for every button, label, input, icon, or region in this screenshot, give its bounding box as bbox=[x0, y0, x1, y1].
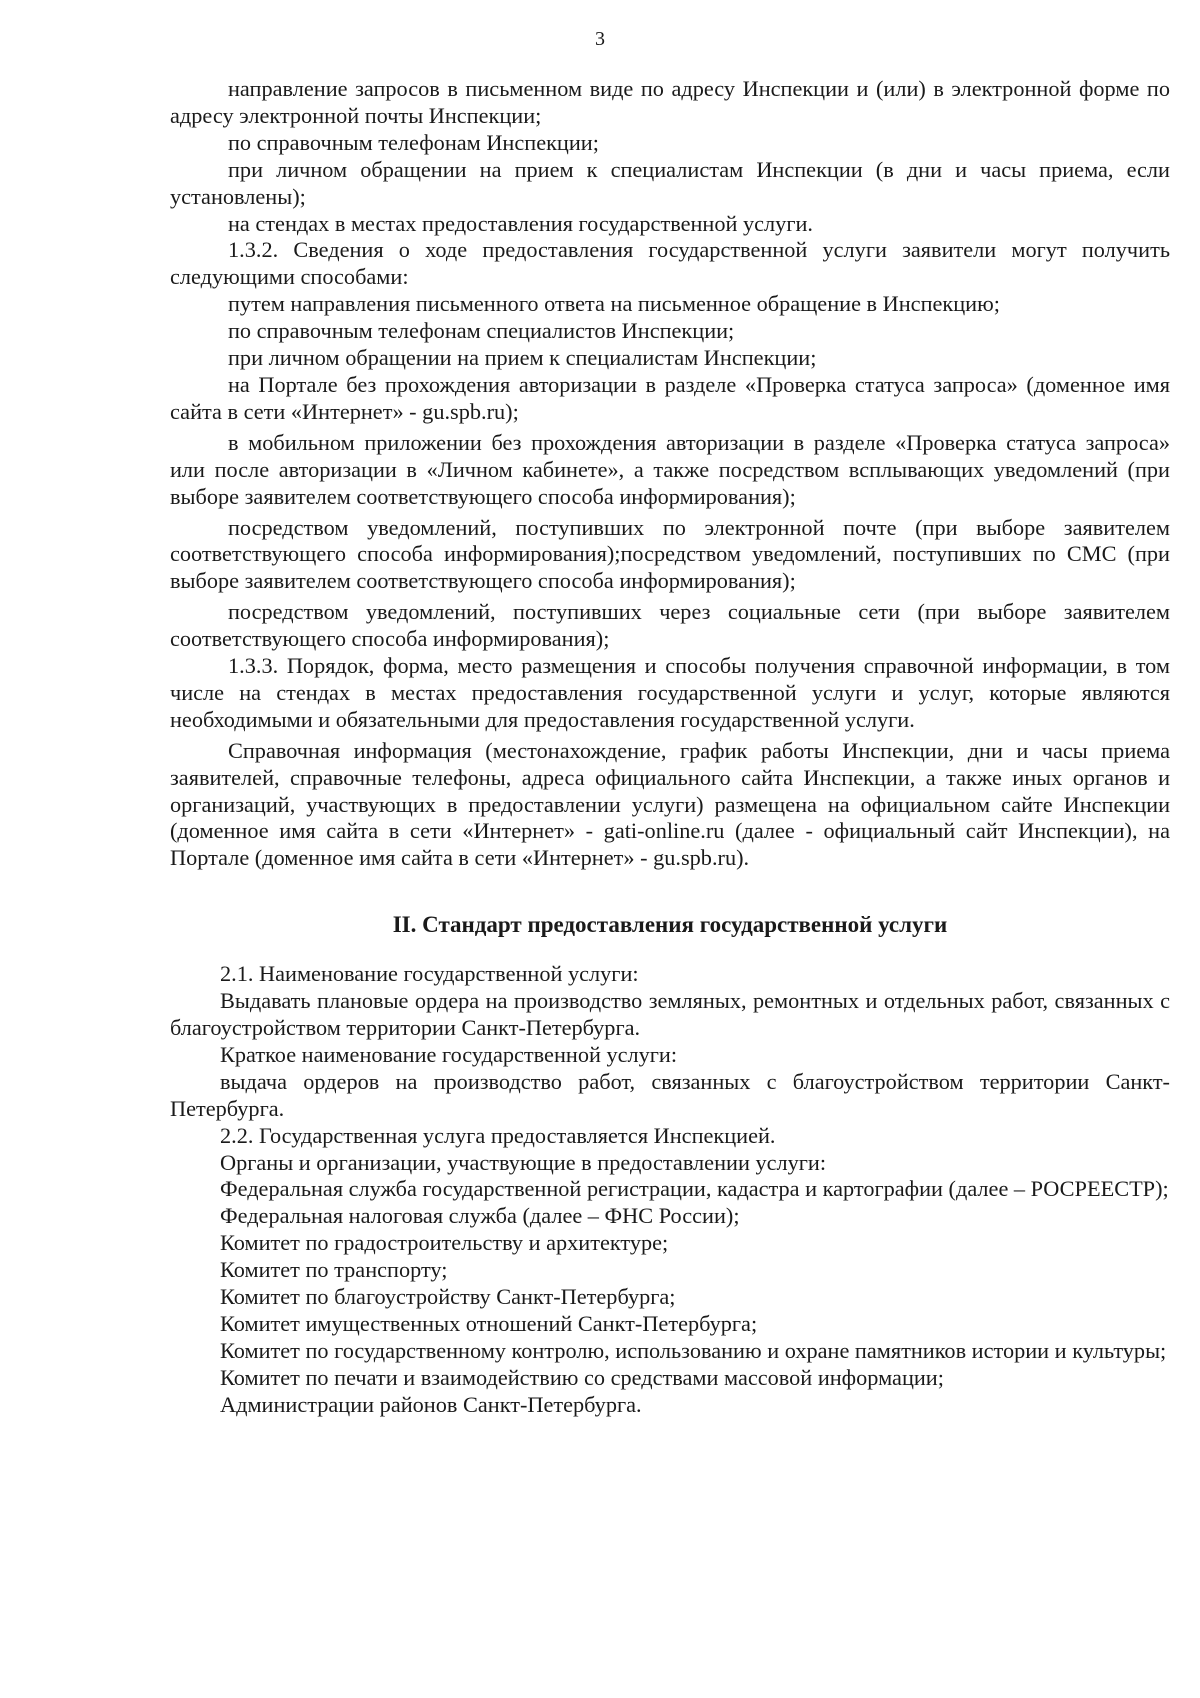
list-item-fns: Федеральная налоговая служба (далее – ФНС России); bbox=[220, 1203, 740, 1229]
paragraph-personal-visit: при личном обращении на прием к специалистам Инспекции (в дни и часы приема, если установлены); bbox=[170, 156, 1170, 209]
paragraph-portal: на Портале без прохождения авторизации в разделе «Проверка статуса запроса» (доменное имя сайта в сети «Интернет» - gu.spb.ru); bbox=[170, 371, 1170, 424]
list-item-rosreestr: Федеральная служба государственной регистрации, кадастра и картографии (далее – РОСРЕЕСТР); bbox=[220, 1176, 1169, 1202]
paragraph-specialist-visit: при личном обращении на прием к специалистам Инспекции; bbox=[228, 345, 817, 371]
paragraph-participating-bodies: Органы и организации, участвующие в предоставлении услуги: bbox=[220, 1149, 827, 1175]
paragraph-email-sms: посредством уведомлений, поступивших по электронной почте (при выборе заявителем соответствующего способа информирования);посредством уведомлений, поступивших по СМС (при выборе заявителем соответствующего способа информирования); bbox=[170, 514, 1170, 594]
list-item-monuments-committee: Комитет по государственному контролю, использованию и охране памятников истории и культуры; bbox=[220, 1337, 1167, 1363]
paragraph-request-by-mail: направление запросов в письменном виде по адресу Инспекции и (или) в электронной форме по адресу электронной почты Инспекции; bbox=[170, 76, 1170, 128]
list-item-transport-committee: Комитет по транспорту; bbox=[220, 1257, 448, 1283]
paragraph-1-3-2: 1.3.2. Сведения о ходе предоставления государственной услуги заявители могут получить следующими способами: bbox=[170, 237, 1170, 290]
section-heading-standard: II. Стандарт предоставления государственной услуги bbox=[392, 912, 948, 938]
paragraph-stands: на стендах в местах предоставления государственной услуги. bbox=[228, 210, 813, 236]
paragraph-1-3-3: 1.3.3. Порядок, форма, место размещения и способы получения справочной информации, в том числе на стендах в местах предоставления государственной услуги и услуг, которые являются необходимыми и обязательными для предоставления государственной услуги. bbox=[170, 653, 1170, 732]
list-item-property-committee: Комитет имущественных отношений Санкт-Петербурга; bbox=[220, 1310, 758, 1336]
paragraph-specialist-phones: по справочным телефонам специалистов Инспекции; bbox=[228, 318, 735, 344]
document-body bbox=[170, 76, 1170, 1419]
paragraph-mobile-app: в мобильном приложении без прохождения авторизации в разделе «Проверка статуса запроса» или после авторизации в «Личном кабинете», а также посредством всплывающих уведомлений (при выборе заявителем соответствующего способа информирования); bbox=[170, 429, 1170, 509]
paragraph-phone: по справочным телефонам Инспекции; bbox=[228, 129, 599, 155]
paragraph-written-reply: путем направления письменного ответа на письменное обращение в Инспекцию; bbox=[228, 291, 1000, 317]
paragraph-short-name-label: Краткое наименование государственной услуги: bbox=[220, 1041, 678, 1067]
paragraph-2-1: 2.1. Наименование государственной услуги: bbox=[220, 961, 639, 987]
paragraph-service-full-name: Выдавать плановые ордера на производство земляных, ремонтных и отдельных работ, связанных с благоустройством территории Санкт-Петербурга. bbox=[170, 988, 1170, 1040]
paragraph-service-short-name: выдача ордеров на производство работ, связанных с благоустройством территории Санкт-Петербурга. bbox=[170, 1068, 1170, 1121]
paragraph-reference-info: Справочная информация (местонахождение, график работы Инспекции, дни и часы приема заявителей, справочные телефоны, адреса официального сайта Инспекции, а также иных органов и организаций, участвующих в предоставлении услуги) размещена на официальном сайте Инспекции (доменное имя сайта в сети «Интернет» - gati-online.ru (далее - официальный сайт Инспекции), на Портале (доменное имя сайта в сети «Интернет» - gu.spb.ru). bbox=[170, 737, 1170, 871]
list-item-district-administrations: Администрации районов Санкт-Петербурга. bbox=[220, 1391, 642, 1417]
paragraph-2-2: 2.2. Государственная услуга предоставляется Инспекцией. bbox=[220, 1122, 776, 1148]
list-item-landscaping-committee: Комитет по благоустройству Санкт-Петербурга; bbox=[220, 1284, 676, 1310]
paragraph-social-networks: посредством уведомлений, поступивших через социальные сети (при выборе заявителем соответствующего способа информирования); bbox=[170, 599, 1170, 652]
list-item-press-committee: Комитет по печати и взаимодействию со средствами массовой информации; bbox=[220, 1364, 944, 1390]
page-number: 3 bbox=[595, 28, 605, 50]
list-item-architecture-committee: Комитет по градостроительству и архитектуре; bbox=[220, 1230, 669, 1256]
